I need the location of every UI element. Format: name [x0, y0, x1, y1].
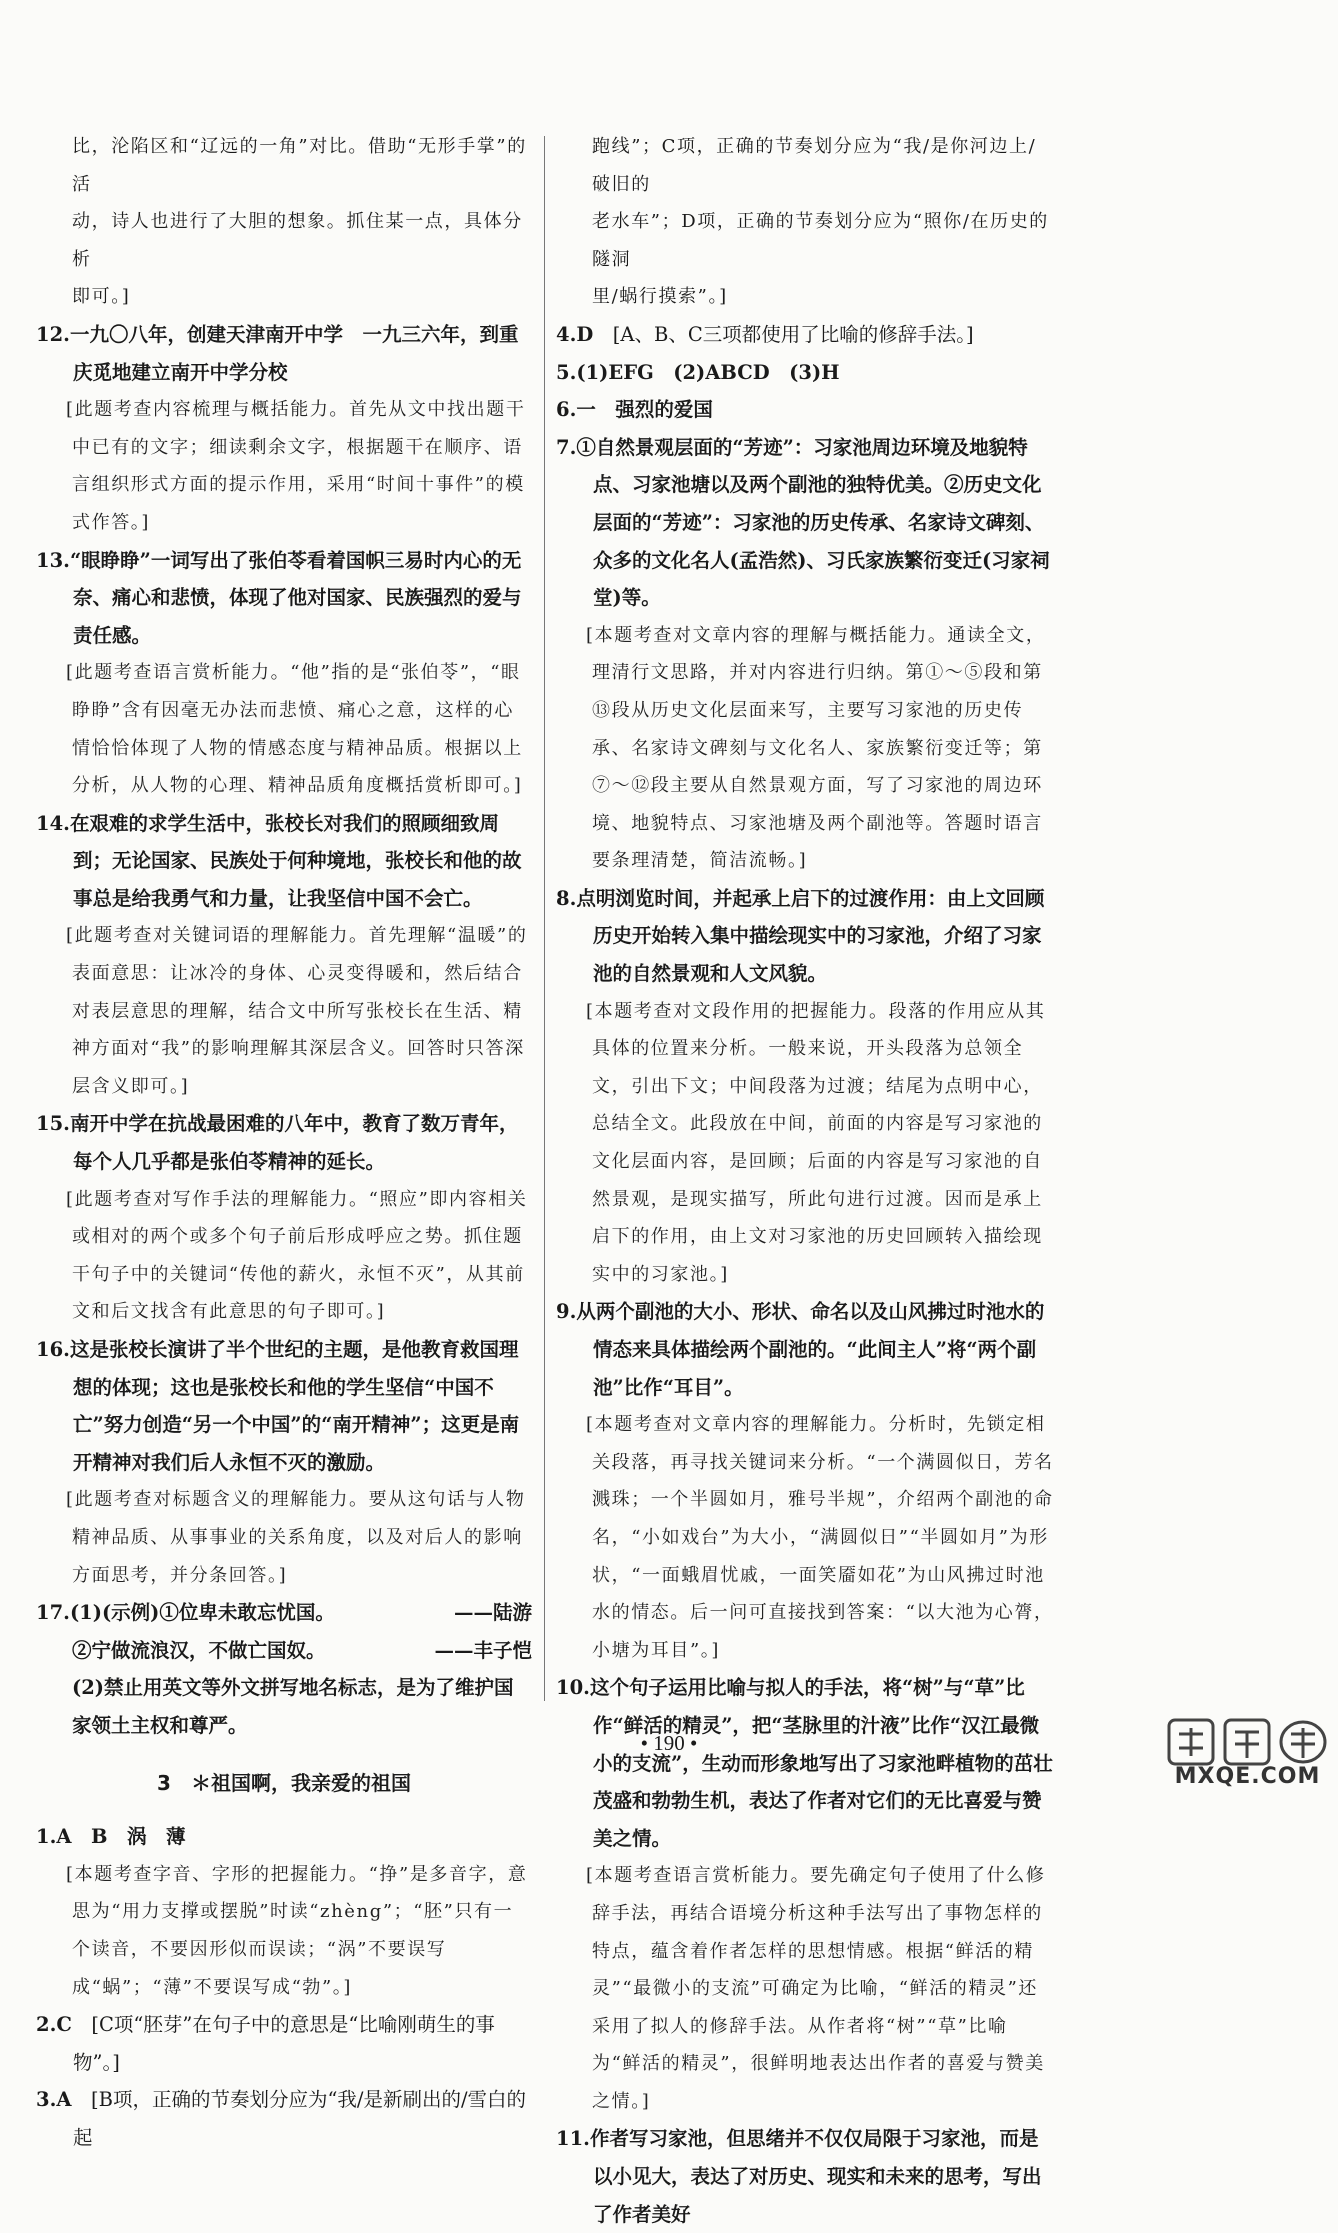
question-number: 7.: [556, 435, 577, 459]
answer-text: D: [576, 322, 594, 346]
text-line: 即可。]: [72, 286, 131, 308]
answer-s4: [556, 316, 1054, 354]
explanation-note: [A、B、C三项都使用了比喻的修辞手法。]: [612, 322, 974, 346]
question-number: 13.: [36, 548, 70, 572]
explanation-note: [C项“胚芽”在句子中的意思是“比喻刚萌生的事物”。]: [73, 2013, 495, 2074]
question-number: 16.: [36, 1338, 70, 1361]
question-number: 1.: [36, 1825, 57, 1849]
answer-text: 南开中学在抗战最困难的八年中，教育了数万青年，每个人几乎都是张伯苓精神的延长。: [69, 1112, 519, 1174]
explanation-note: [此题考查对标题含义的理解能力。要从这句话与人物精神品质、从事事业的关系角度，以及对后人的影响方面思考，并分条回答。]: [66, 1489, 526, 1586]
answer-text: 一 强烈的爱国: [576, 398, 713, 422]
text-line: 比，沦陷区和“辽远的一角”对比。借助“无形手掌”的活: [72, 136, 527, 195]
explanation-note: [此题考查对关键词语的理解能力。首先理解“温暖”的表面意思：让冰冷的身体、心灵变得暖和，然后结合对表层意思的理解，结合文中所写张校长在生活、精神方面对“我”的影响理解其深层含义。回答时只答深层含义即可。]: [66, 925, 528, 1097]
question-number: 3.: [36, 2088, 57, 2112]
site-watermark: [1165, 1714, 1330, 1796]
answer-s11: [556, 2120, 1054, 2233]
answer-text: 这是张校长演讲了半个世纪的主题，是他教育救国理想的体现；这也是张校长和他的学生坚信“中国不亡”努力创造“另一个中国”的“南开精神”；这更是南开精神对我们后人永恒不灭的激励。: [69, 1338, 520, 1474]
answer-text: “眼睁睁”一词写出了张伯苓看着国帜三易时内心的无奈、痛心和悲愤，体现了他对国家、民族强烈的爱与责任感。: [69, 548, 522, 647]
answer-15: [36, 1105, 532, 1331]
answer-text: 这个句子运用比喻与拟人的手法，将“树”与“草”比作“鲜活的精灵”，把“茎脉里的汁液”比作“汉江最微小的支流”，生动而形象地写出了习家池畔植物的茁壮茂盛和勃勃生机，表达了作者对它们的无比喜爱与赞美之情。: [589, 1676, 1053, 1850]
answer-text: ①自然景观层面的“芳迹”：习家池周边环境及地貌特点、习家池塘以及两个副池的独特优美。②历史文化层面的“芳迹”：习家池的历史传承、名家诗文碑刻、众多的文化名人(孟浩然)、习氏家族繁衍变迁(习家祠堂)等。: [576, 435, 1050, 610]
answer-s2: [36, 2006, 532, 2081]
right-column: [556, 128, 1054, 2233]
text-line: 动，诗人也进行了大胆的想象。抓住某一点，具体分析: [72, 211, 523, 270]
answer-text: C: [56, 2013, 72, 2037]
answer-text: (1)(示例)①位卑未敢忘忧国。: [69, 1601, 335, 1625]
quote-author: ——丰子恺: [434, 1638, 532, 1662]
question-number: 9.: [556, 1300, 577, 1324]
answer-s7: [556, 429, 1054, 880]
question-number: 8.: [556, 886, 577, 910]
explanation-note: [此题考查内容梳理与概括能力。首先从文中找出题干中已有的文字；细读剩余文字，根据题干在顺序、语言组织形式方面的提示作用，采用“时间十事件”的模式作答。]: [66, 399, 526, 533]
explanation-note: [此题考查语言赏析能力。“他”指的是“张伯苓”，“眼睁睁”含有因毫无办法而悲愤、痛心之意，这样的心情恰恰体现了人物的情感态度与精神品质。根据以上分析，从人物的心理、精神品质角度概括赏析即可。]: [66, 662, 523, 797]
question-number: 5.: [556, 360, 577, 384]
explanation-note: [本题考查对文章内容的理解与概括能力。通读全文，理清行文思路，并对内容进行归纳。第①～⑤段和第⑬段从历史文化层面来写，主要写习家池的历史传承、名家诗文碑刻与文化名人、家族繁衍变迁等；第⑦～⑫段主要从自然景观方面，写了习家池的周边环境、地貌特点、习家池塘及两个副池等。答题时语言要条理清楚，简洁流畅。]: [586, 624, 1046, 872]
answer-text: 从两个副池的大小、形状、命名以及山风拂过时池水的情态来具体描绘两个副池的。“此间主人”将“两个副池”比作“耳目”。: [576, 1300, 1045, 1399]
watermark-text: MXQE.COM: [1174, 1764, 1321, 1790]
answer-s5: [556, 354, 1054, 392]
explanation-note: [本题考查对文章内容的理解能力。分析时，先锁定相关段落，再寻找关键词来分析。“一个满圆似日，芳名溅珠；一个半圆如月，雅号半规”，介绍两个副池的命名，“小如戏台”为大小，“满圆似日”“半圆如月”为形状，“一面蛾眉忧戚，一面笑靥如花”为山风拂过时池水的情态。后一问可直接找到答案：“以大池为心膂，小塘为耳目”。]: [586, 1414, 1054, 1661]
quote-author: ——陆游: [453, 1601, 532, 1625]
answer-text: (2)禁止用英文等外文拼写地名标志，是为了维护国家领土主权和尊严。: [72, 1676, 514, 1737]
section-title: 3 ＊祖国啊，我亲爱的祖国: [157, 1770, 411, 1795]
answer-text: A: [56, 2088, 72, 2112]
answer-text: 作者写习家池，但思绪并不仅仅局限于习家池，而是以小见大，表达了对历史、现实和未来的思考，写出了作者美好: [589, 2127, 1042, 2226]
left-column: [36, 128, 532, 2156]
question-number: 4.: [556, 322, 577, 346]
answer-s3: [36, 2081, 532, 2156]
answer-text: ②宁做流浪汉，不做亡国奴。: [72, 1638, 326, 1662]
question-number: 10.: [556, 1676, 590, 1700]
answer-17: [36, 1594, 532, 1744]
answer-text: 在艰难的求学生活中，张校长对我们的照顾细致周到；无论国家、民族处于何种境地，张校长和他的故事总是给我勇气和力量，让我坚信中国不会亡。: [69, 811, 522, 910]
question-number: 15.: [36, 1112, 70, 1136]
explanation-note: [本题考查字音、字形的把握能力。“挣”是多音字，意思为“用力支撑或摆脱”时读“zhèng”；“胚”只有一个读音，不要因形似而误读；“涡”不要误写成“蜗”；“薄”不要误写成“勃”。]: [66, 1863, 528, 1998]
continued-note: [36, 128, 532, 316]
answer-text: A B 涡 薄: [56, 1825, 186, 1849]
answer-text: 一九〇八年，创建天津南开中学 一九三六年，到重庆觅地建立南开中学分校: [69, 322, 519, 384]
explanation-note: [B项，正确的节奏划分应为“我/是新刷出的/雪白的起: [73, 2088, 527, 2149]
answer-text: (1)EFG (2)ABCD (3)H: [576, 360, 840, 384]
question-number: 6.: [556, 398, 577, 422]
answer-14: [36, 805, 532, 1106]
answer-s9: [556, 1293, 1054, 1669]
answer-s1: [36, 1818, 532, 2006]
continued-note: [556, 128, 1054, 316]
text-line: 老水车”；D项，正确的节奏划分应为“照你/在历史的隧洞: [592, 211, 1049, 270]
answer-text: 点明浏览时间，并起承上启下的过渡作用：由上文回顾历史开始转入集中描绘现实中的习家池，介绍了习家池的自然景观和人文风貌。: [576, 886, 1045, 986]
answer-13: [36, 542, 532, 805]
explanation-note: [此题考查对写作手法的理解能力。“照应”即内容相关或相对的两个或多个句子前后形成呼应之势。抓住题干句子中的关键词“传他的薪火，永恒不灭”，从其前文和后文找含有此意思的句子即可。]: [66, 1188, 528, 1323]
text-line: 跑线”；C项，正确的节奏划分应为“我/是你河边上/破旧的: [592, 136, 1037, 195]
answer-12: [36, 316, 532, 542]
question-number: 14.: [36, 811, 70, 835]
question-number: 17.: [36, 1601, 70, 1625]
question-number: 12.: [36, 322, 70, 346]
page-number: • 190 •: [640, 1731, 698, 1755]
answer-s6: [556, 391, 1054, 429]
answer-s8: [556, 880, 1054, 1294]
answer-16: [36, 1331, 532, 1594]
column-divider: [544, 136, 545, 1701]
explanation-note: [本题考查语言赏析能力。要先确定句子使用了什么修辞手法，再结合语境分析这种手法写出了事物怎样的特点，蕴含着作者怎样的思想情感。根据“鲜活的精灵”“最微小的支流”可确定为比喻，“鲜活的精灵”还采用了拟人的修辞手法。从作者将“树”“草”比喻为“鲜活的精灵”，很鲜明地表达出作者的喜爱与赞美之情。]: [586, 1865, 1046, 2112]
text-line: 里/蜗行摸索”。]: [592, 286, 728, 308]
question-number: 2.: [36, 2013, 57, 2037]
question-number: 11.: [556, 2127, 590, 2151]
explanation-note: [本题考查对文段作用的把握能力。段落的作用应从其具体的位置来分析。一般来说，开头段落为总领全文，引出下文；中间段落为过渡；结尾为点明中心，总结全文。此段放在中间，前面的内容是写习家池的文化层面内容，是回顾；后面的内容是写习家池的自然景观，是现实描写，所此句进行过渡。因而是承上启下的作用，由上文对习家池的历史回顾转入描绘现实中的习家池。]: [586, 1000, 1046, 1285]
